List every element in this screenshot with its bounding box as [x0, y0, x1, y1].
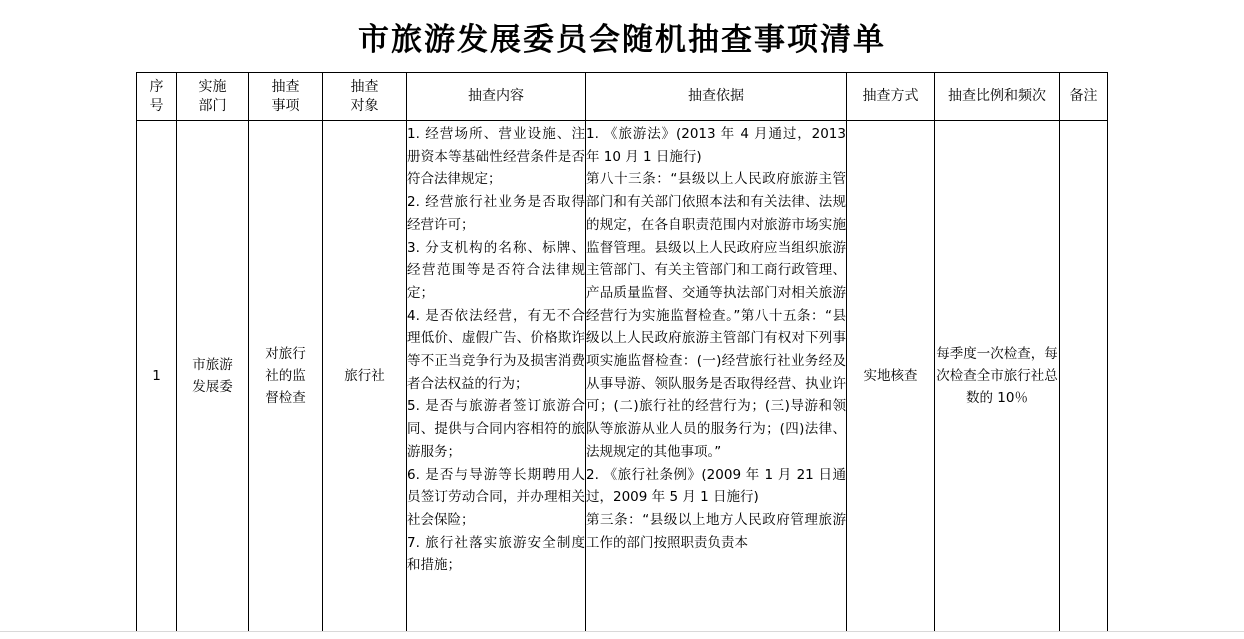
header-seq-text: 序 号	[149, 78, 164, 114]
header-dept-text: 实施 部门	[198, 78, 227, 114]
basis-paragraph: 第八十三条：“县级以上人民政府旅游主管部门和有关部门依照本法和有关法律、法规的规定，在各自职责范围内对旅游市场实施监督管理。县级以上人民政府应当组织旅游主管部门、有关主管部门和工商行政管理、产品质量监督、交通等执法部门对相关旅游经营行为实施监督检查。”第八十五条：“县级以上人民政府旅游主管部门有权对下列事项实施监督检查：(一)经营旅行社业务经及从事导游、领队服务是否取得经营、执业许可；(二)旅行社的经营行为；(三)导游和领队等旅游从业人员的服务行为；(四)法律、法规规定的其他事项。”	[586, 171, 846, 460]
basis-paragraph: 2. 《旅行社条例》(2009 年 1 月 21 日通过，2009 年 5 月 1 日施行)	[586, 466, 846, 506]
basis-paragraph: 1. 《旅游法》(2013 年 4 月通过，2013 年 10 月 1 日施行)	[586, 126, 846, 165]
basis-list	[586, 123, 846, 629]
cell-content	[407, 121, 586, 632]
content-list-item: 7. 旅行社落实旅游安全制度和措施；	[407, 534, 585, 574]
cell-dept	[177, 121, 249, 632]
header-row	[137, 73, 1108, 121]
cell-dept-text: 市旅游 发展委	[192, 357, 233, 395]
cell-item-text: 对旅行 社的监 督检查	[265, 346, 306, 406]
header-target	[323, 73, 407, 121]
content-list-item: 6. 是否与导游等长期聘用人员签订劳动合同，并办理相关社会保险；	[407, 466, 585, 528]
cell-ratio: 每季度一次检查，每次检查全市旅行社总数的 10％	[935, 121, 1060, 632]
inspection-table	[136, 72, 1108, 632]
content-list-item: 4. 是否依法经营，有无不合理低价、虚假广告、价格欺诈等不正当竞争行为及损害消费者合法权益的行为；	[407, 307, 585, 392]
header-basis: 抽查依据	[586, 73, 847, 121]
cell-seq: 1	[137, 121, 177, 632]
cell-target: 旅行社	[323, 121, 407, 632]
cell-basis	[586, 121, 847, 632]
header-item	[249, 73, 323, 121]
content-list-item: 1. 经营场所、营业设施、注册资本等基础性经营条件是否符合法律规定；	[407, 126, 585, 188]
header-content: 抽查内容	[407, 73, 586, 121]
content-list-item: 3. 分支机构的名称、标牌、经营范围等是否符合法律规定；	[407, 239, 585, 301]
header-ratio: 抽查比例和频次	[935, 73, 1060, 121]
content-list-item: 2. 经营旅行社业务是否取得经营许可；	[407, 194, 585, 233]
header-target-text: 抽查 对象	[350, 78, 379, 114]
cell-note	[1060, 121, 1108, 632]
basis-paragraph: 第三条：“县级以上地方人民政府管理旅游工作的部门按照职责负责本	[586, 511, 846, 551]
header-dept	[177, 73, 249, 121]
page-edge-divider	[0, 631, 1244, 632]
table-row	[137, 121, 1108, 632]
header-note: 备注	[1060, 73, 1108, 121]
header-method: 抽查方式	[847, 73, 935, 121]
cell-item	[249, 121, 323, 632]
content-list-item: 5. 是否与旅游者签订旅游合同、提供与合同内容相符的旅游服务；	[407, 398, 585, 460]
cell-method: 实地核查	[847, 121, 935, 632]
header-item-text: 抽查 事项	[271, 78, 300, 114]
content-list	[407, 123, 585, 629]
page-title: 市旅游发展委员会随机抽查事项清单	[358, 22, 886, 58]
header-seq	[137, 73, 177, 121]
